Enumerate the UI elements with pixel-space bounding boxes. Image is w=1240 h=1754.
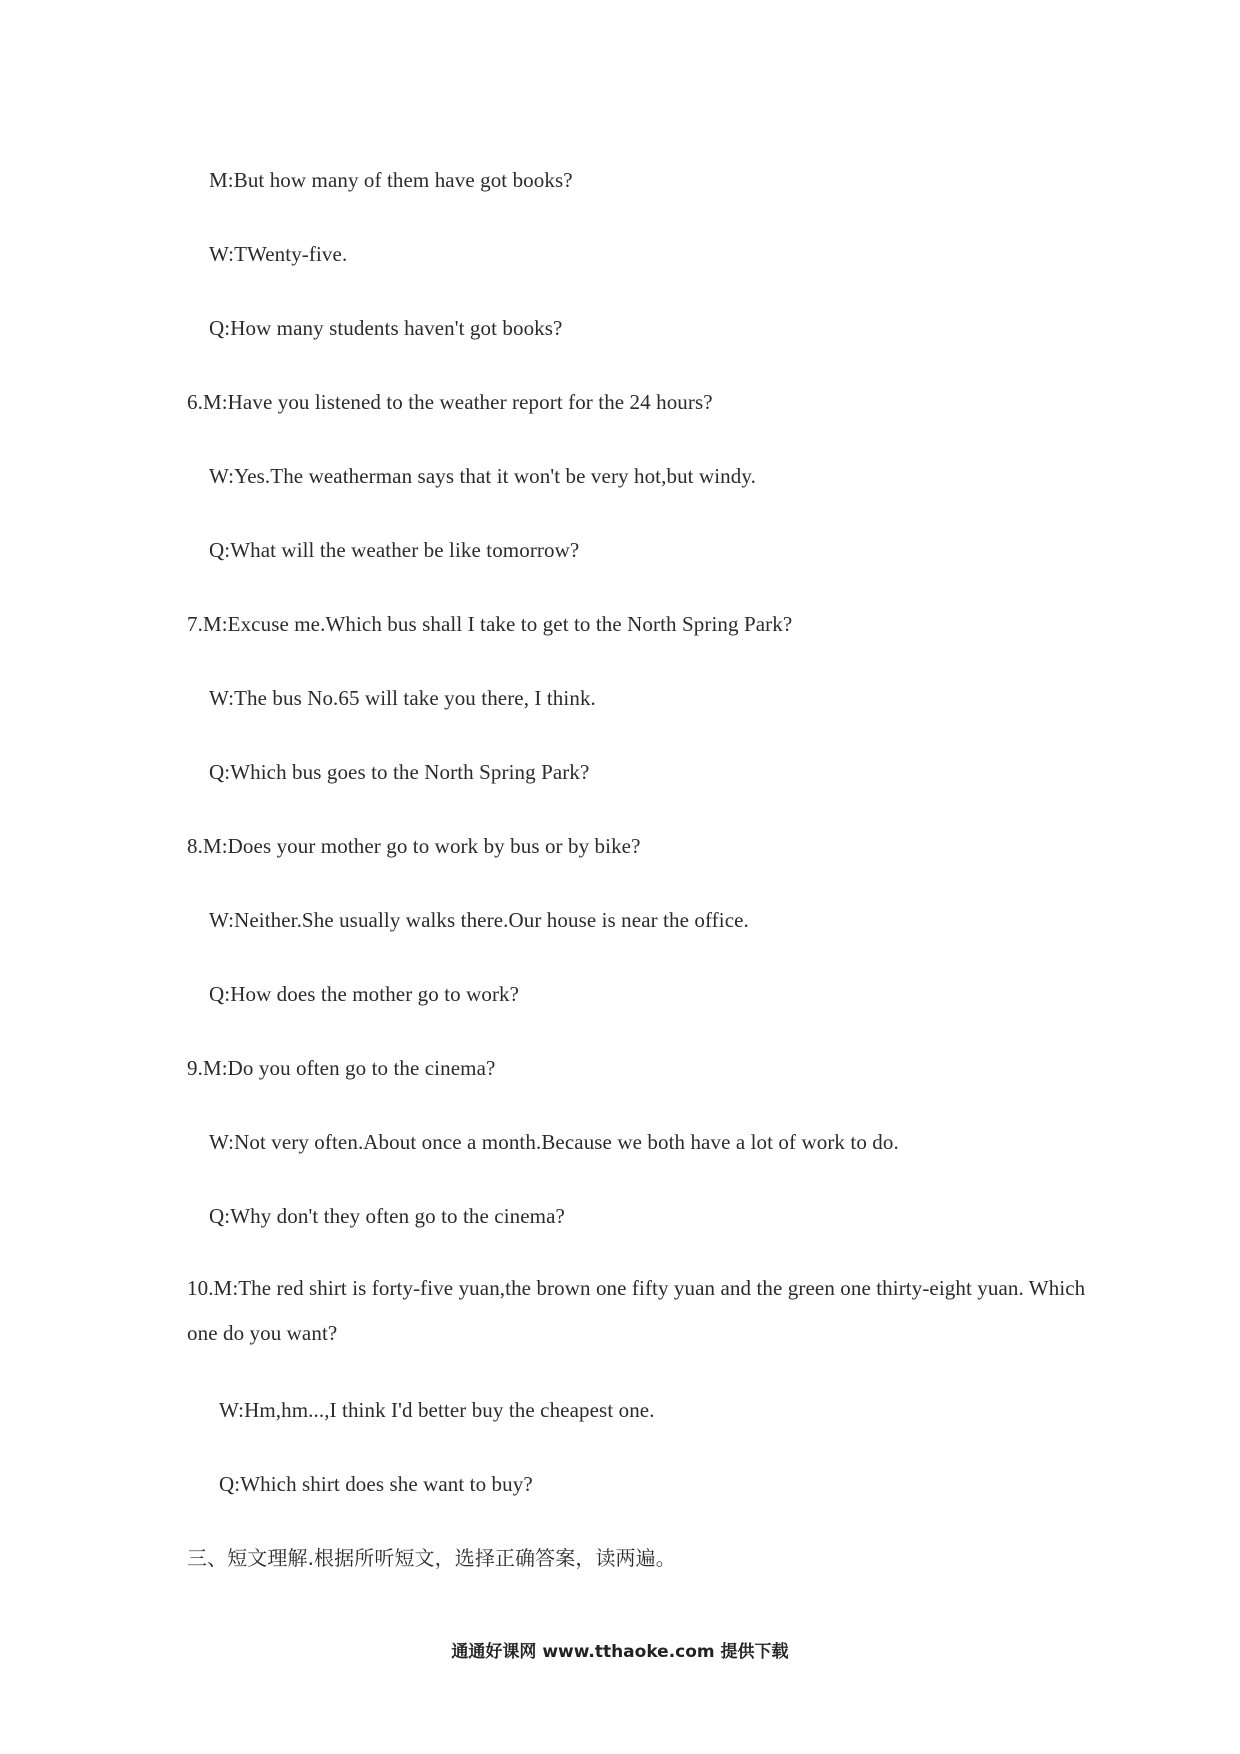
item-7-m: 7.M:Excuse me.Which bus shall I take to get to the North Spring Park? bbox=[187, 612, 793, 636]
item-10-w: W:Hm,hm...,I think I'd better buy the cheapest one. bbox=[219, 1398, 655, 1422]
dialogue-line-m: M:But how many of them have got books? bbox=[209, 168, 573, 192]
item-8-q: Q:How does the mother go to work? bbox=[209, 982, 520, 1006]
item-8-w: W:Neither.She usually walks there.Our house is near the office. bbox=[209, 908, 749, 932]
page-footer: 通通好课网 www.tthaoke.com 提供下载 bbox=[451, 1642, 789, 1662]
question-line: Q:How many students haven't got books? bbox=[209, 316, 563, 340]
item-10-m: 10.M:The red shirt is forty-five yuan,the brown one fifty yuan and the green one thirty-eight yuan. Which one do you want? bbox=[187, 1276, 1086, 1345]
item-10-q: Q:Which shirt does she want to buy? bbox=[219, 1472, 533, 1496]
item-6-w: W:Yes.The weatherman says that it won't be very hot,but windy. bbox=[209, 464, 756, 488]
item-9-w: W:Not very often.About once a month.Because we both have a lot of work to do. bbox=[209, 1130, 899, 1154]
item-8-m: 8.M:Does your mother go to work by bus or by bike? bbox=[187, 834, 641, 858]
item-9-q: Q:Why don't they often go to the cinema? bbox=[209, 1204, 565, 1228]
item-6-m: 6.M:Have you listened to the weather report for the 24 hours? bbox=[187, 390, 713, 414]
item-6-q: Q:What will the weather be like tomorrow? bbox=[209, 538, 580, 562]
item-7-q: Q:Which bus goes to the North Spring Park? bbox=[209, 760, 590, 784]
dialogue-line-w: W:TWenty-five. bbox=[209, 242, 348, 266]
item-7-w: W:The bus No.65 will take you there, I think. bbox=[209, 686, 596, 710]
item-9-m: 9.M:Do you often go to the cinema? bbox=[187, 1056, 496, 1080]
section-heading: 三、短文理解.根据所听短文，选择正确答案，读两遍。 bbox=[187, 1546, 676, 1570]
